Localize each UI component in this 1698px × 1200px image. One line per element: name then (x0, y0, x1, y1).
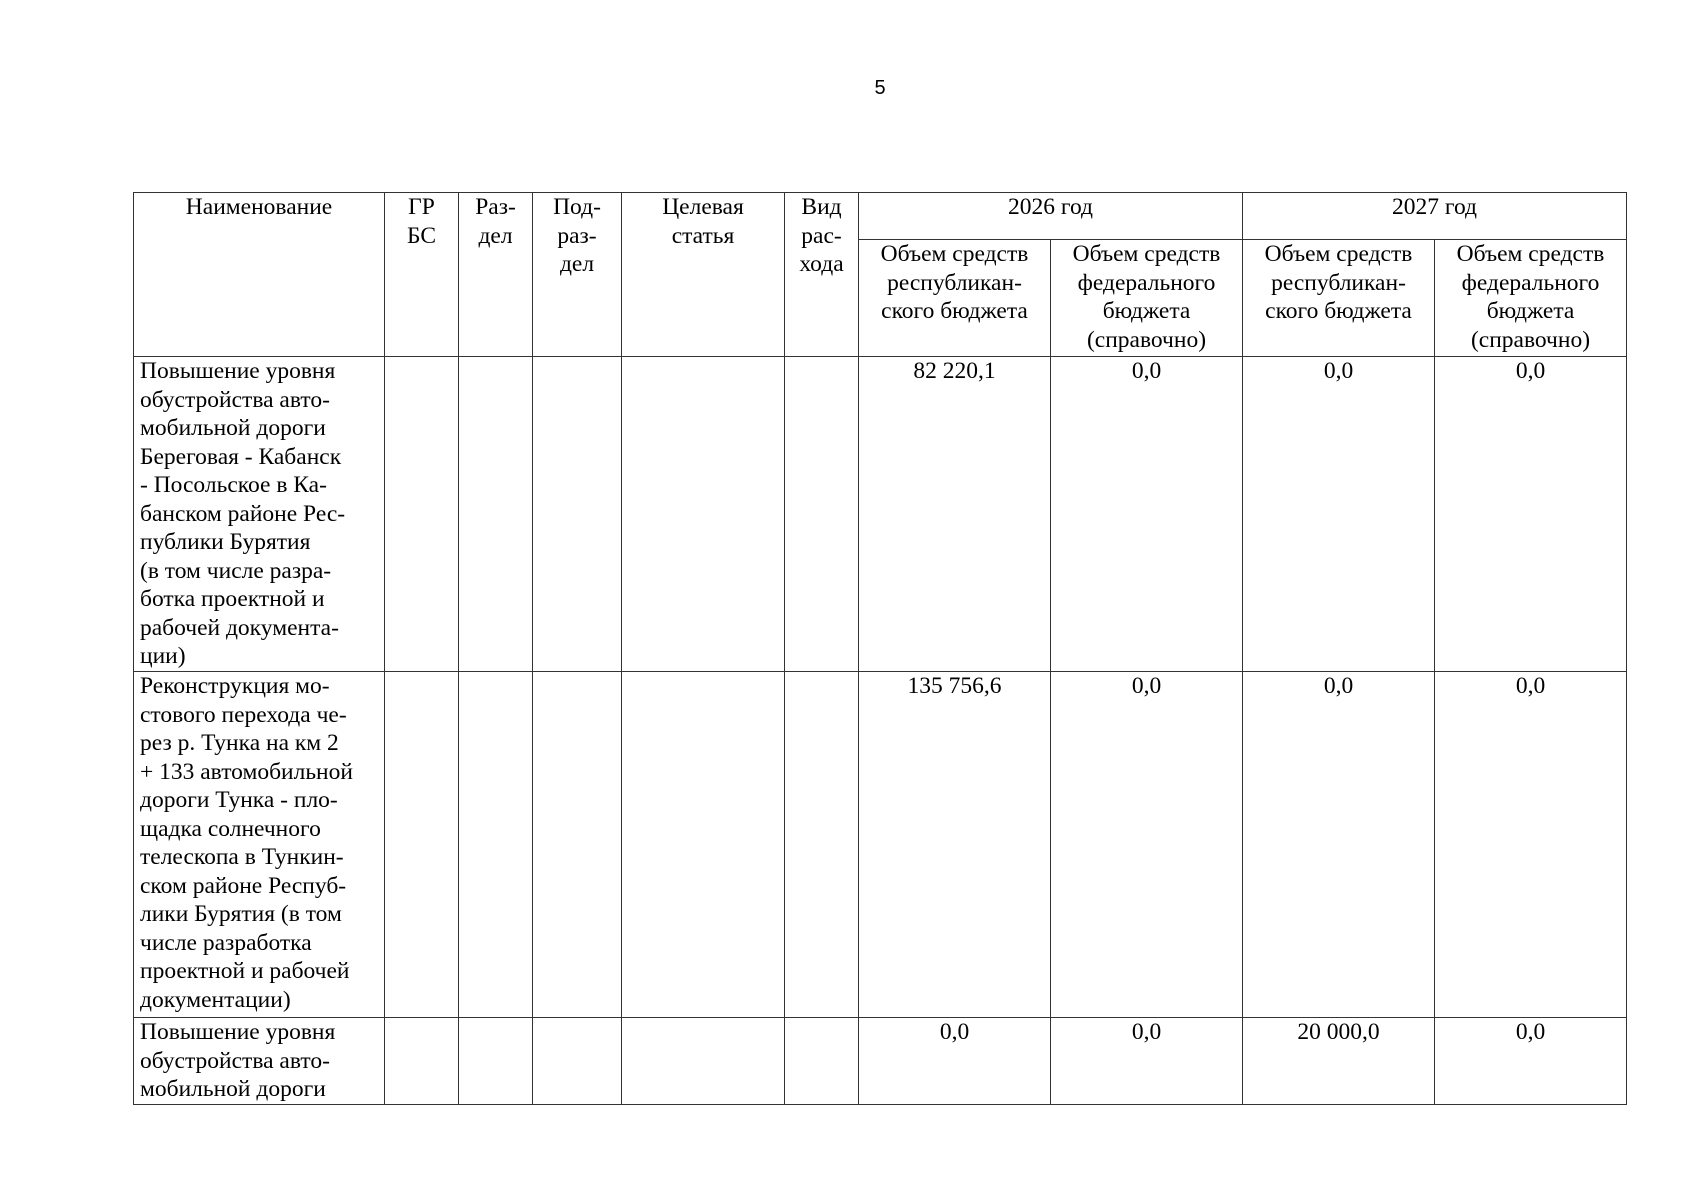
budget-table (133, 192, 1627, 1105)
rep-2026-cell: 82 220,1 (859, 357, 1051, 672)
grbs-cell (385, 672, 459, 1018)
header-razdel: Раз- дел (459, 193, 533, 357)
row-name-cell: Реконструкция мо- стового перехода че- рез р. Тунка на км 2 + 133 автомобильной дороги Тунка - пло- щадка солнечного телескопа в Тункин- ском районе Респуб- лики Бурятия (в том числе разработка проектной и рабочей документации) (134, 672, 385, 1018)
page-number: 5 (874, 77, 886, 99)
fed-2026-cell: 0,0 (1051, 672, 1243, 1018)
grbs-cell (385, 1018, 459, 1105)
fed-2026-cell: 0,0 (1051, 1018, 1243, 1105)
table-row (134, 672, 1627, 1018)
tselevaya-cell (622, 672, 785, 1018)
fed-2026-cell: 0,0 (1051, 357, 1243, 672)
fed-2027-cell: 0,0 (1435, 357, 1627, 672)
row-name-cell: Повышение уровня обустройства авто- мобильной дороги Береговая - Кабанск - Посольское в Ка- банском районе Рес- публики Бурятия (в том числе разра- ботка проектной и рабочей документа- ции) (134, 357, 385, 672)
header-fed-2027: Объем средств федерального бюджета (справочно) (1435, 240, 1627, 357)
fed-2027-cell: 0,0 (1435, 1018, 1627, 1105)
rep-2026-cell: 0,0 (859, 1018, 1051, 1105)
fed-2027-cell: 0,0 (1435, 672, 1627, 1018)
podrazdel-cell (533, 357, 622, 672)
table-row (134, 357, 1627, 672)
header-grbs: ГР БС (385, 193, 459, 357)
podrazdel-cell (533, 1018, 622, 1105)
header-rep-2027: Объем средств республикан- ского бюджета (1243, 240, 1435, 357)
header-row-1 (134, 193, 1627, 240)
razdel-cell (459, 1018, 533, 1105)
razdel-cell (459, 357, 533, 672)
header-tselevaya-statya: Целевая статья (622, 193, 785, 357)
tselevaya-cell (622, 357, 785, 672)
header-name: Наименование (134, 193, 385, 357)
vid-cell (785, 1018, 859, 1105)
row-name-cell: Повышение уровня обустройства авто- мобильной дороги (134, 1018, 385, 1105)
header-fed-2026: Объем средств федерального бюджета (справочно) (1051, 240, 1243, 357)
header-rep-2026: Объем средств республикан- ского бюджета (859, 240, 1051, 357)
rep-2026-cell: 135 756,6 (859, 672, 1051, 1018)
podrazdel-cell (533, 672, 622, 1018)
vid-cell (785, 672, 859, 1018)
grbs-cell (385, 357, 459, 672)
header-podrazdel: Под- раз- дел (533, 193, 622, 357)
tselevaya-cell (622, 1018, 785, 1105)
header-vid-rashoda: Вид рас- хода (785, 193, 859, 357)
razdel-cell (459, 672, 533, 1018)
rep-2027-cell: 20 000,0 (1243, 1018, 1435, 1105)
header-year-2027: 2027 год (1243, 193, 1627, 240)
rep-2027-cell: 0,0 (1243, 672, 1435, 1018)
rep-2027-cell: 0,0 (1243, 357, 1435, 672)
vid-cell (785, 357, 859, 672)
header-year-2026: 2026 год (859, 193, 1243, 240)
table-row (134, 1018, 1627, 1105)
